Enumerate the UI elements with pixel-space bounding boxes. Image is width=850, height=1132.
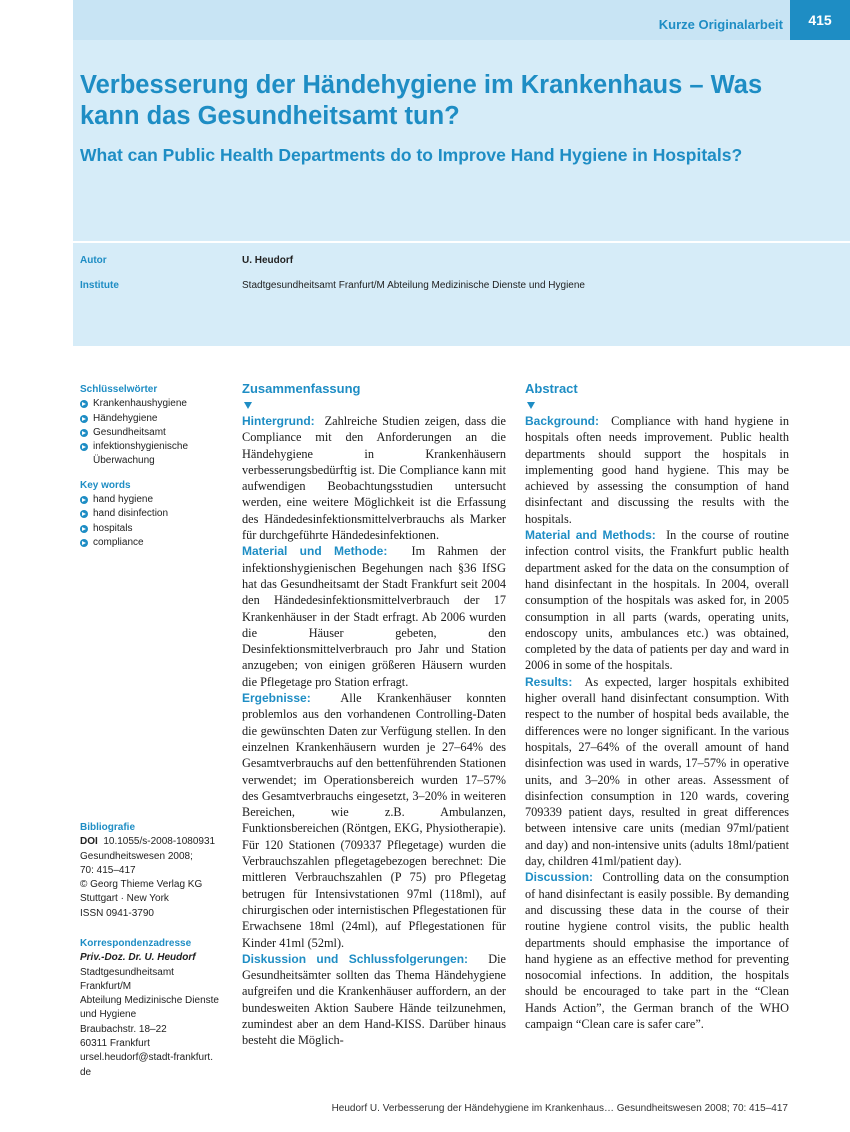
bullet-icon — [80, 415, 88, 423]
correspondence-title: Korrespondenzadresse — [80, 938, 192, 949]
keyword-item: hospitals — [80, 522, 230, 536]
keywords-de-title: Schlüsselwörter — [80, 384, 158, 395]
keyword-item: Gesundheitsamt — [80, 426, 230, 440]
abstract-de-heading: Zusammenfassung — [242, 381, 361, 396]
address-line: Stadtgesundheitsamt — [80, 966, 174, 978]
keyword-item: Krankenhaushygiene — [80, 397, 230, 411]
title-english: What can Public Health Departments do to Improve Hand Hygiene in Hospitals? — [80, 145, 743, 165]
address-line: 60311 Frankfurt — [80, 1038, 150, 1050]
biblio-line: © Georg Thieme Verlag KG — [80, 879, 203, 891]
page-footer: Heudorf U. Verbesserung der Händehygiene im Krankenhaus… Gesundheitswesen 2008; 70: 415–417 — [331, 1103, 788, 1114]
biblio-line: ISSN 0941-3790 — [80, 907, 154, 919]
author-name: U. Heudorf — [242, 255, 294, 266]
abstract-german — [242, 381, 506, 1049]
keyword-item: hand disinfection — [80, 507, 230, 521]
bullet-icon — [80, 429, 88, 437]
keywords-en-list — [80, 493, 230, 550]
bullet-icon — [80, 443, 88, 451]
doi-label: DOI — [80, 836, 98, 848]
institute-name: Stadtgesundheitsamt Franfurt/M Abteilung Medizinische Dienste und Hygiene — [242, 280, 585, 291]
bullet-icon — [80, 539, 88, 547]
correspondence-name: Priv.-Doz. Dr. U. Heudorf — [80, 952, 196, 964]
bullet-icon — [80, 510, 88, 518]
abstract-paragraph: Discussion: Controlling data on the consumption of hand disinfectant is easily possible. By demanding and discussing these data in the course of their routine hygiene control visits, the public health departments should emphasise the importance of hand hygiene as an effective method for preventing nosocomial infections. In addition, the hospitals should be encouraged to take part in the “Clean Hands Action”, the German branch of the WHO campaign “Clean care is safer care”. — [525, 870, 789, 1031]
down-arrow-icon — [244, 402, 252, 409]
biblio-line: Stuttgart · New York — [80, 893, 169, 905]
page-number: 415 — [790, 0, 850, 40]
abstract-paragraph: Background: Compliance with hand hygiene in hospitals often needs improvement. Public health departments should support the hospitals in implementing good hand hygiene. This may be achieved by assessing the consumption of hand disinfectant and discussing the results with the hospitals. — [525, 414, 789, 526]
abstract-en-heading: Abstract — [525, 381, 578, 396]
email-line[interactable]: ursel.heudorf@stadt-frankfurt. — [80, 1052, 213, 1064]
abstract-english — [525, 381, 789, 1032]
bullet-icon — [80, 525, 88, 533]
bullet-icon — [80, 496, 88, 504]
keyword-item: Händehygiene — [80, 412, 230, 426]
down-arrow-icon — [527, 402, 535, 409]
abstract-paragraph: Results: As expected, larger hospitals exhibited higher overall hand disinfectant consumption. With respect to the number of hospital beds available, the differences were no longer significant. In the various hospitals, 27–64% of the overall amount of hand disinfection was used in wards, 17–57% in operative units, and 3–20% in other areas. Assessment of disinfection consumption in 120 wards, covering 709339 patient days, resulted in great differences between intensive care units (median 97ml/patient and day) and non-intensive units (adults 18ml/patient day, children 41ml/patient day). — [525, 674, 789, 869]
biblio-line: 70: 415–417 — [80, 864, 136, 876]
keywords-block — [80, 383, 230, 550]
abstract-paragraph: Material und Methode: Im Rahmen der infektionshygienischen Begehungen nach §36 IfSG hat das Gesundheitsamt der Stadt Frankfurt seit 2004 den Händedesinfektionsmittelverbrauch der 17 Krankenhäuser in der Stadt erfragt. Ab 2006 wurden die Häuser gebeten, den Desinfektionsmittelverbrauch pro Jahr und Station anzugeben; von einigen größeren Häusern wurden die Pflegetage pro Station erfragt. — [242, 544, 506, 689]
keyword-item: infektionshygienische Überwachung — [80, 440, 203, 469]
keyword-item: compliance — [80, 536, 230, 550]
section-label: Kurze Originalarbeit — [658, 17, 783, 32]
abstract-paragraph: Ergebnisse: Alle Krankenhäuser konnten problemlos aus den vorhandenen Controlling-Daten die gewünschten Daten zur Verfügung stellen. In den einzelnen Krankenhäusern wurden je 27–64% des Gesamtverbrauchs auf den bettenführenden Stationen verwendet; im Operationsbereich wurden 17–57% des Gesamtverbrauchs eingesetzt, 3–20% in weiteren Bereichen, wie z.B. Ambulanzen, Funktionsbereichen (Röntgen, EKG, Physiotherapie). Für 120 Stationen (709337 Pflegetage) wurden die Verbrauchszahlen pflegetagebezogen berechnet: Die mittleren Verbrauchszahlen (P 75) pro Pflegetag betrugen für Intensivstationen 97ml (118ml), auf chirurgischen oder internistischen Pflegestationen für Erwachsene 18ml (24ml), auf Pflegestationen für Kinder 41ml (52ml). — [242, 691, 506, 950]
address-line: Abteilung Medizinische Dienste — [80, 995, 219, 1007]
address-line: Braubachstr. 18–22 — [80, 1023, 167, 1035]
band-divider — [73, 241, 850, 243]
email-line-cont[interactable]: de — [80, 1066, 92, 1078]
address-line: Frankfurt/M — [80, 980, 132, 992]
bibliography-title: Bibliografie — [80, 822, 136, 833]
keywords-en-title: Key words — [80, 479, 131, 491]
biblio-line: Gesundheitswesen 2008; — [80, 850, 193, 862]
correspondence-block — [80, 937, 230, 1080]
keyword-item: hand hygiene — [80, 493, 230, 507]
address-line: und Hygiene — [80, 1009, 137, 1021]
keywords-de-list — [80, 397, 230, 468]
abstract-paragraph: Hintergrund: Zahlreiche Studien zeigen, dass die Compliance mit den Anforderungen an die Händehygiene in Krankenhäusern verbesserungsbedürftig ist. Die Compliance kann mit aufwendigen Beobachtungsstudien untersucht werden, eine weitere Möglichkeit ist die Erfassung des Händedesinfektionsmittelverbrauchs als Marker für durchgeführte Händedesinfektionen. — [242, 414, 506, 543]
institute-label: Institute — [80, 280, 119, 291]
title-german: Verbesserung der Händehygiene im Krankenhaus – Was kann das Gesundheitsamt tun? — [80, 71, 763, 130]
bibliography-block — [80, 821, 230, 921]
abstract-paragraph: Diskussion und Schlussfolgerungen: Die Gesundheitsämter sollten das Thema Händehygiene aufgreifen und die Krankenhäuser auffordern, an der bundesweiten Aktion Saubere Hände teilzunehmen, zumindest aber an dem Hand-KISS. Darüber hinaus besteht die Möglich- — [242, 951, 506, 1048]
author-label: Autor — [80, 255, 107, 266]
doi-value[interactable]: 10.1055/s-2008-1080931 — [103, 836, 216, 848]
abstract-paragraph: Material and Methods: In the course of routine infection control visits, the Frankfurt public health department asked for the data on the consumption of hand disinfectant in the hospitals. In 2004, overall consumption of the hospitals was asked for, in 2005 consumption in all parts (wards, operating units, endoscopy units, ambulances etc.) was obtained, completed by the data of patients per day and ward in 2006 in some of the hospitals. — [525, 528, 790, 673]
doi-line — [80, 835, 230, 849]
bullet-icon — [80, 400, 88, 408]
